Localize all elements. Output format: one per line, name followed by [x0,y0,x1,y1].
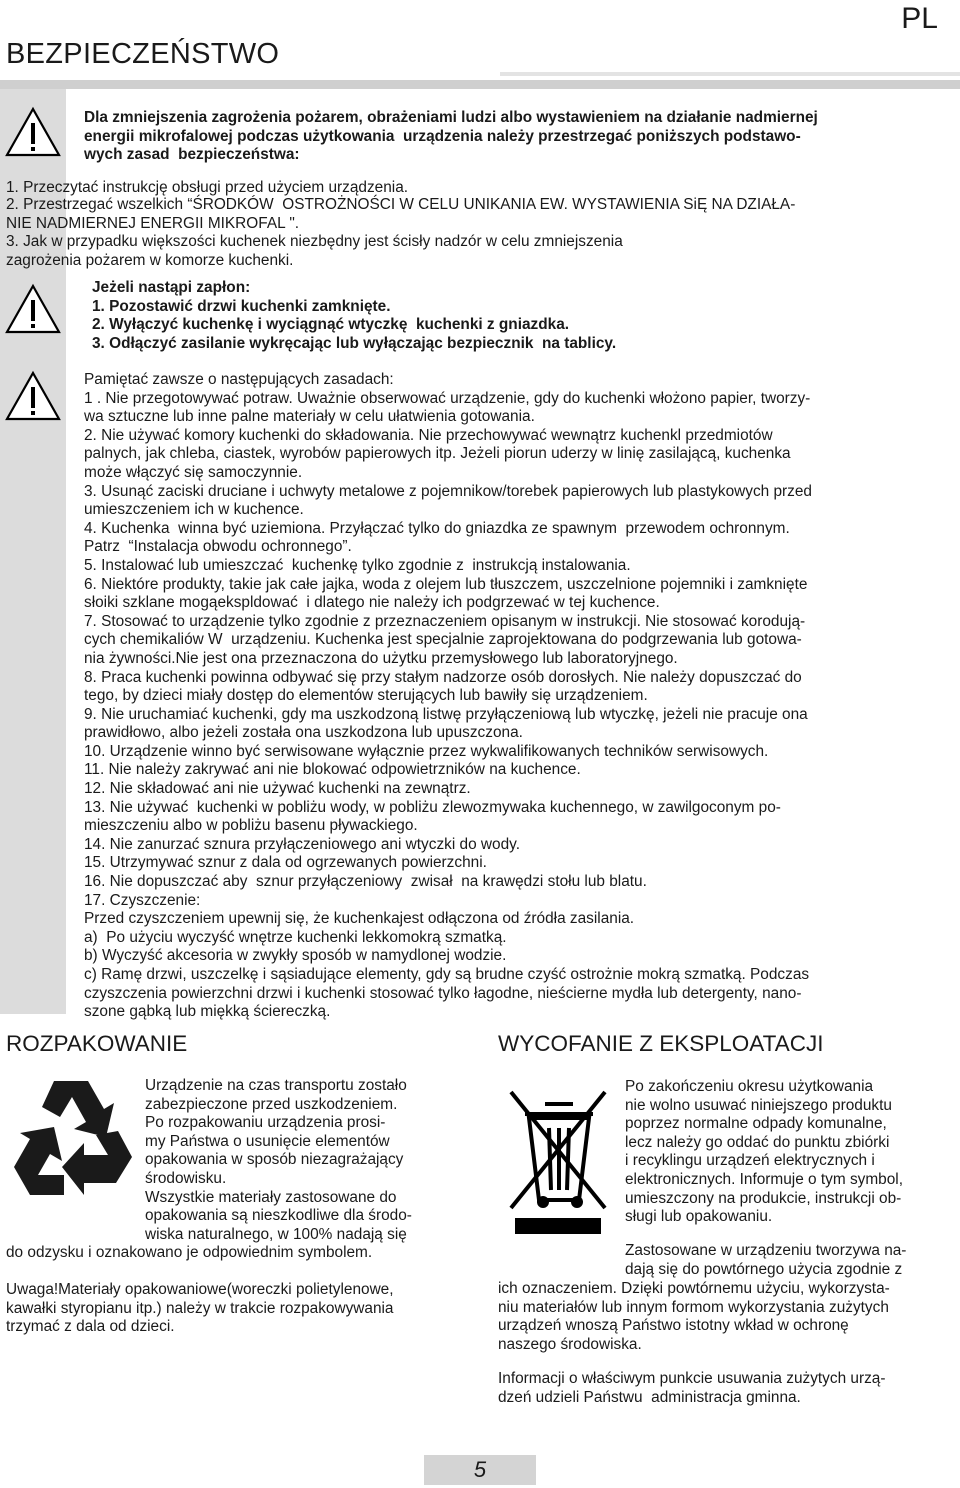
rule-line: a) Po użyciu wyczyść wnętrze kuchenki lekkomokrą szmatką. [84,928,507,946]
rule-line: Pamiętać zawsze o następujących zasadach: [84,371,394,388]
ignition-line: 3. Odłączyć zasilanie wykręcając lub wyłączając bezpiecznik na tablicy. [92,334,617,352]
rule-line: 17. Czyszczenie: [84,891,201,909]
disposal-title: WYCOFANIE Z EKSPLOATACJI [498,1031,824,1056]
unpacking-line: Urządzenie na czas transportu zostało [145,1077,407,1094]
language-code: PL [901,2,938,35]
unpacking-line: Wszystkie materiały zastosowane do [145,1188,397,1206]
page-number: 5 [473,1457,487,1482]
rule-line: szone gąbką lub miękką ściereczką. [84,1003,331,1021]
basic-item-3 [6,233,623,270]
rule-line: 16. Nie dopuszczać aby sznur przyłączeniowy zwisał na krawędzi stołu lub blatu. [84,873,647,891]
disposal-line: niu materiałów lub innym formom wykorzystania zużytych [498,1298,889,1316]
unpacking-line: opakowania są nieszkodliwe dla środo- [145,1207,412,1225]
disposal-line: elektronicznych. Informuje o tym symbol, [625,1170,903,1188]
safety-rules [84,371,812,1022]
warning-triangle-icon [4,370,62,422]
disposal-line: Po zakończeniu okresu użytkowania [625,1078,874,1095]
intro-line: Dla zmniejszenia zagrożenia pożarem, obrażeniami ludzi albo wystawieniem na działanie nadmiernej [84,109,818,126]
item-line: zagrożenia pożarem w komorze kuchenki. [6,251,294,269]
unpacking-line: wiska naturalnego, w 100% nadają się [145,1225,407,1243]
item-line: NIE NADMIERNEJ ENERGII MIKROFAL ". [6,214,300,232]
disposal-line: poprzez normalne odpady komunalne, [625,1115,887,1133]
disposal-line: i recyklingu urządzeń elektrycznych i [625,1152,875,1170]
unpacking-line: opakowania w sposób niezagrażający [145,1151,404,1169]
intro-line: wych zasad bezpieczeństwa: [84,146,300,164]
unpacking-body-tail: do odzysku i oznakowano je odpowiednim symbolem. [6,1244,373,1261]
caution-line: Uwaga!Materiały opakowaniowe(woreczki polietylenowe, [6,1281,394,1298]
unpacking-line: Po rozpakowaniu urządzenia prosi- [145,1114,386,1132]
rule-line: Przed czyszczeniem upewnij się, że kuchenkajest odłączona od źródła zasilania. [84,910,635,928]
disposal-line: Informacji o właściwym punkcie usuwania zużytych urzą- [498,1370,886,1387]
warning-triangle-icon [4,283,62,335]
unpacking-line: my Państwa o usunięcie elementów [145,1132,390,1150]
ignition-line: 1. Pozostawić drzwi kuchenki zamknięte. [92,297,391,315]
ignition-line: 2. Wyłączyć kuchenkę i wyciągnąć wtyczkę kuchenki z gniazdka. [92,316,570,334]
rule-line: 5. Instalować lub umieszczać kuchenkę tylko zgodnie z instrukcją instalowania. [84,556,631,574]
rule-line: czyszczenia powierzchni drzwi i kuchenki stosować tylko łagodne, nieścierne mydła lub detergenty, nano- [84,984,802,1002]
rule-line: 3. Usunąć zaciski druciane i uchwyty metalowe z pojemnikow/torebek papierowych lub plastykowych przed [84,482,812,500]
intro-line: energii mikrofalowej podczas użytkowania urządzenia należy przestrzegać poniższych podstawo- [84,127,801,145]
disposal-line: naszego środowiska. [498,1335,642,1353]
rule-line: cych chemikaliów W urządzeniu. Kuchenka jest specjalnie zaprojektowana do podgrzewania lub gotowa- [84,631,802,649]
disposal-line: dzeń udzieli Państwu administracja gminna. [498,1388,801,1406]
header-rule-thin [500,72,960,76]
unpacking-title: ROZPAKOWANIE [6,1031,188,1056]
disposal-line: ich oznaczeniem. Dzięki powtórnemu użyciu, wykorzysta- [498,1280,890,1297]
disposal-line: sługi lub opakowaniu. [625,1208,773,1226]
item-line: 3. Jak w przypadku większości kuchenek niezbędny jest ścisły nadzór w celu zmniejszenia [6,233,623,250]
disposal-body-2 [625,1242,906,1279]
rule-line: tego, by dzieci miały dostęp do elementów sterujących lub bawiły się urządzeniem. [84,687,648,705]
rule-line: 7. Stosować to urządzenie tylko zgodnie z przeznaczeniem opisanym w instrukcji. Nie stosować korodują- [84,612,806,630]
recycle-icon [8,1075,134,1199]
rule-line: b) Wyczyść akcesoria w zwykły sposób w namydlonej wodzie. [84,947,507,965]
warning-triangle-icon [4,106,62,158]
basic-item-2 [6,196,795,233]
item-line: 2. Przestrzegać wszelkich “ŚRODKÓW OSTROŻNOŚCI W CELU UNIKANIA EW. WYSTAWIENIA SiĘ NA DZIAŁA- [6,196,796,213]
disposal-body-2-tail [498,1280,890,1354]
rule-line: 13. Nie używać kuchenki w pobliżu wody, w pobliżu zlewozmywaka kuchennego, w zawilgoconym po- [84,798,781,816]
rule-line: c) Ramę drzwi, uszczelkę i sąsiadujące elementy, gdy są brudne czyść ostrożnie mokrą szmatką. Podczas [84,966,810,983]
rule-line: wa sztuczne lub inne palne materiały w celu ułatwienia gotowania. [84,408,535,426]
rule-line: 4. Kuchenka winna być uziemiona. Przyłączać tylko do gniazdka ze spawnym przewodem ochronnym. [84,519,790,537]
crossed-out-bin-icon [505,1080,611,1236]
unpacking-line: zabezpieczone przed uszkodzeniem. [145,1095,398,1113]
disposal-line: dają się do powtórnego użycia zgodnie z [625,1260,903,1278]
disposal-line: lecz należy go oddać do punktu zbiórki [625,1133,890,1151]
rule-line: nia żywności.Nie jest ona przeznaczona do użytku przemysłowego lub laboratoryjnego. [84,649,678,667]
rule-line: umieszczeniem ich w kuchence. [84,501,304,519]
disposal-line: Zastosowane w urządzeniu tworzywa na- [625,1242,907,1259]
rule-line: 10. Urządzenie winno być serwisowane wyłącznie przez wykwalifikowanych techników serwisowych. [84,742,769,760]
ignition-line: Jeżeli nastąpi zapłon: [92,279,251,296]
unpacking-caution [6,1281,394,1337]
disposal-line: nie wolno usuwać niniejszego produktu [625,1096,892,1114]
rule-line: 12. Nie składować ani nie używać kuchenki na zewnątrz. [84,780,471,798]
rule-line: prawidłowo, albo jeżeli została ona uszkodzona lub upuszczona. [84,724,523,742]
unpacking-line: środowisku. [145,1169,227,1187]
disposal-line: urządzeń wnoszą Państwo istotny wkład w ochronę [498,1317,849,1335]
rule-line: Patrz “Instalacja obwodu ochronnego”. [84,538,352,556]
basic-item-1 [6,179,408,198]
rule-line: 14. Nie zanurzać sznura przyłączeniowego ani wtyczki do wody. [84,835,520,853]
item-line: 1. Przeczytać instrukcję obsługi przed użyciem urządzenia. [6,179,409,196]
rule-line: 2. Nie używać komory kuchenki do składowania. Nie przechowywać wewnątrz kuchenkl przedmiotów [84,426,773,444]
safety-intro [84,109,818,165]
caution-line: kawałki styropianu itp.) należy w trakcie rozpakowywania [6,1299,394,1317]
rule-line: 1 . Nie przegotowywać potraw. Uważnie obserwować urządzenie, gdy do kuchenki włożono papier, tworzy- [84,389,811,407]
caution-line: trzymać z dala od dzieci. [6,1318,175,1336]
rule-line: 6. Niektóre produkty, takie jak całe jajka, woda z olejem lub tłuszczem, uszczelnione pojemniki i zamknięte [84,575,808,593]
page-title: BEZPIECZEŃSTWO [6,38,280,70]
rule-line: może włączyć się samoczynnie. [84,463,303,481]
header-rule [0,80,960,89]
rule-line: 9. Nie uruchamiać kuchenki, gdy ma uszkodzoną listwę przyłączeniową lub wtyczkę, jeżeli nie pracuje ona [84,705,808,723]
rule-line: palnych, jak chleba, ciastek, wyrobów papierowych itp. Jeżeli piorun uderzy w linię zasilającą, kuchenka [84,445,791,463]
rule-line: słoiki szklane mogąekspldować i dlatego nie należy ich podgrzewać w tej kuchence. [84,594,660,612]
disposal-body-3 [498,1370,885,1407]
disposal-line: umieszczony na produkcie, instrukcji ob- [625,1189,902,1207]
ignition-instructions [92,279,616,353]
unpacking-body [145,1077,412,1244]
rule-line: 8. Praca kuchenki powinna odbywać się przy stałym nadzorze osób dorosłych. Nie należy dopuszczać do [84,668,802,686]
rule-line: 15. Utrzymywać sznur z dala od ogrzewanych powierzchni. [84,854,487,872]
rule-line: 11. Nie należy zakrywać ani nie blokować odpowietrzników na kuchence. [84,761,581,779]
disposal-body-1 [625,1078,903,1227]
rule-line: mieszczeniu albo w pobliżu basenu pływackiego. [84,817,418,835]
